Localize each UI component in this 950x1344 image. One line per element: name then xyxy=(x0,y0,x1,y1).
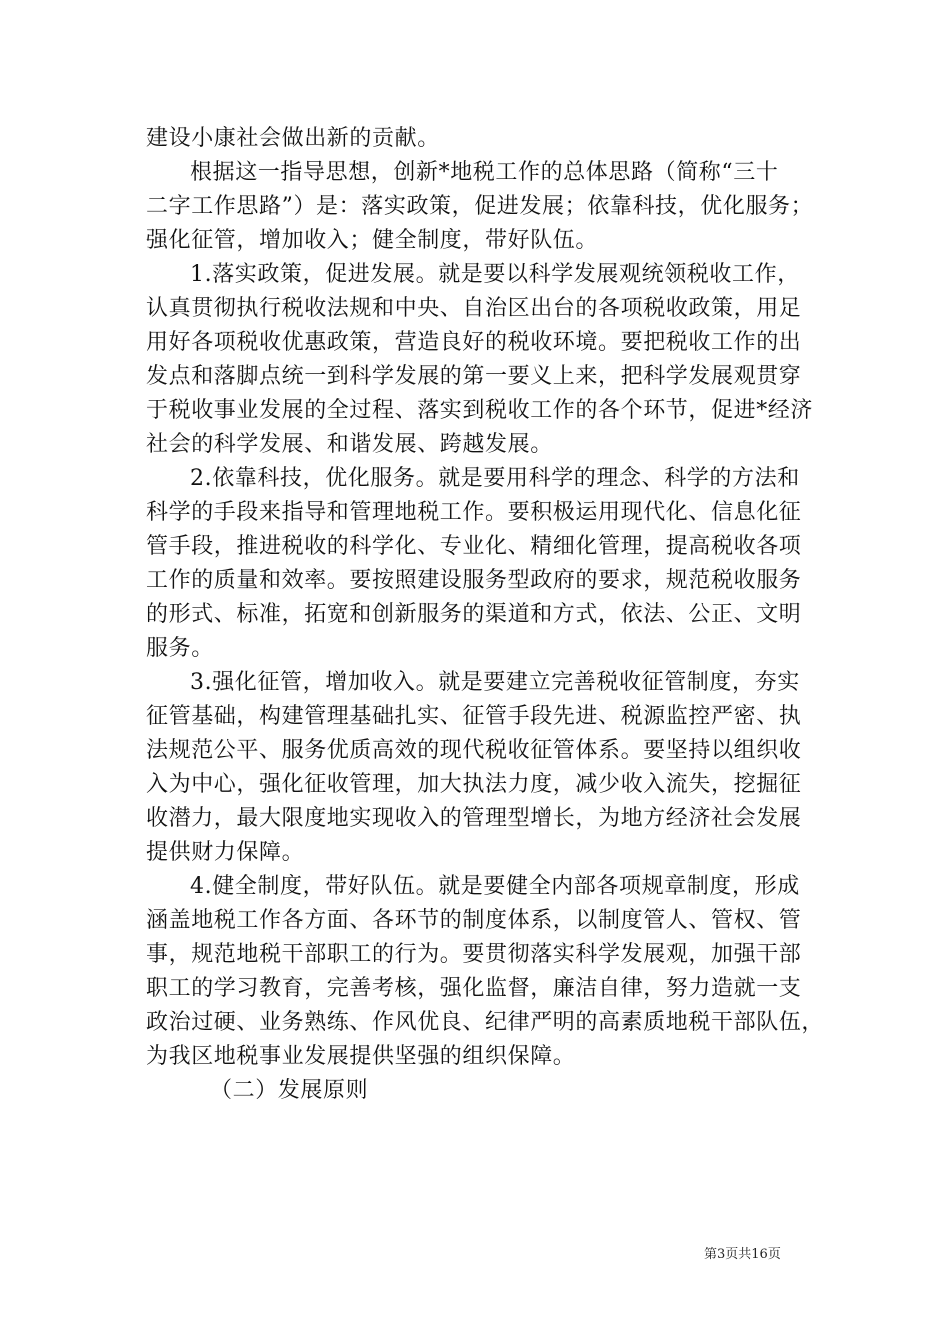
text-line: 职工的学习教育，完善考核，强化监督，廉洁自律，努力造就一支 xyxy=(146,976,802,1001)
text-line: 提供财力保障。 xyxy=(146,840,305,865)
text-line: 建设小康社会做出新的贡献。 xyxy=(146,126,440,151)
text-line: 认真贯彻执行税收法规和中央、自治区出台的各项税收政策，用足 xyxy=(146,296,802,321)
text-line: 涵盖地税工作各方面、各环节的制度体系，以制度管人、管权、管 xyxy=(146,908,802,933)
text-line: 二字工作思路”）是：落实政策，促进发展；依靠科技，优化服务； xyxy=(146,194,814,219)
paragraph-start-line: 1.落实政策，促进发展。就是要以科学发展观统领税收工作， xyxy=(190,262,800,287)
section-heading: （二）发展原则 xyxy=(210,1078,369,1103)
text-line: 入为中心，强化征收管理，加大执法力度，减少收入流失，挖掘征 xyxy=(146,772,802,797)
text-line: 发点和落脚点统一到科学发展的第一要义上来，把科学发展观贯穿 xyxy=(146,364,802,389)
text-line: 强化征管，增加收入；健全制度，带好队伍。 xyxy=(146,228,599,253)
text-line: 管手段，推进税收的科学化、专业化、精细化管理，提高税收各项 xyxy=(146,534,802,559)
text-line: 政治过硬、业务熟练、作风优良、纪律严明的高素质地税干部队伍， xyxy=(146,1010,825,1035)
text-line: 收潜力，最大限度地实现收入的管理型增长，为地方经济社会发展 xyxy=(146,806,802,831)
paragraph-start-line: 4.健全制度，带好队伍。就是要健全内部各项规章制度，形成 xyxy=(190,874,800,899)
paragraph-start-line: 3.强化征管，增加收入。就是要建立完善税收征管制度，夯实 xyxy=(190,670,800,695)
paragraph-start-line: 2.依靠科技，优化服务。就是要用科学的理念、科学的方法和 xyxy=(190,466,800,491)
paragraph-start-line: 根据这一指导思想，创新*地税工作的总体思路（简称“三十 xyxy=(190,160,779,185)
document-body xyxy=(146,122,825,1108)
text-line: 法规范公平、服务优质高效的现代税收征管体系。要坚持以组织收 xyxy=(146,738,802,763)
text-line: 于税收事业发展的全过程、落实到税收工作的各个环节，促进*经济 xyxy=(146,398,814,423)
text-line: 服务。 xyxy=(146,636,214,661)
text-line: 工作的质量和效率。要按照建设服务型政府的要求，规范税收服务 xyxy=(146,568,802,593)
text-line: 事，规范地税干部职工的行为。要贯彻落实科学发展观，加强干部 xyxy=(146,942,802,967)
text-line: 为我区地税事业发展提供坚强的组织保障。 xyxy=(146,1044,576,1069)
text-line: 科学的手段来指导和管理地税工作。要积极运用现代化、信息化征 xyxy=(146,500,802,525)
text-line: 社会的科学发展、和谐发展、跨越发展。 xyxy=(146,432,553,457)
text-line: 的形式、标准，拓宽和创新服务的渠道和方式，依法、公正、文明 xyxy=(146,602,802,627)
text-line: 征管基础，构建管理基础扎实、征管手段先进、税源监控严密、执 xyxy=(146,704,802,729)
page-number: 第3页共16页 xyxy=(704,1247,781,1262)
text-line: 用好各项税收优惠政策，营造良好的税收环境。要把税收工作的出 xyxy=(146,330,802,355)
